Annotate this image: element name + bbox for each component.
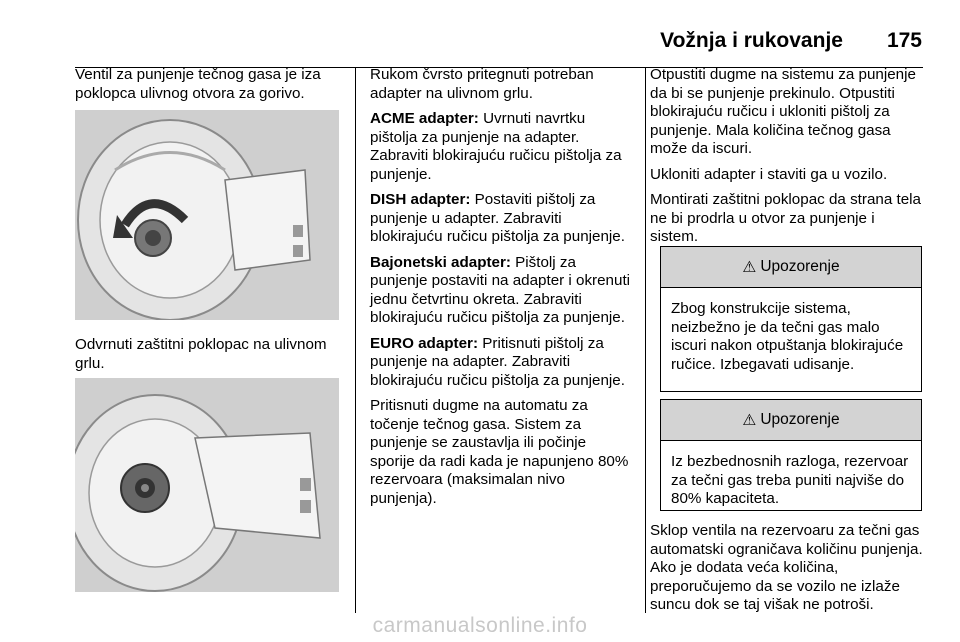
- bayonet-label: Bajonetski adapter:: [370, 253, 511, 271]
- fuel-flap-cap-image: [75, 110, 339, 320]
- column-1: [75, 66, 345, 110]
- euro-text: Pritisnuti pištolj za punjenje na adapter. Zabraviti blokirajuću ručicu pištolja za punjenje.: [370, 334, 625, 389]
- bayonet-paragraph: [370, 254, 635, 328]
- warning-text: Iz bezbednosnih razloga, rezervoar za tečni gas treba puniti najviše do 80% kapaciteta.: [671, 453, 909, 507]
- dish-label: DISH adapter:: [370, 191, 471, 208]
- column-divider-1: [355, 68, 356, 613]
- adapter-intro: Rukom čvrsto pritegnuti potreban adapter na ulivnom grlu.: [370, 66, 594, 102]
- warning-header: [661, 400, 921, 441]
- release-paragraph: Otpustiti dugme na sistemu za punjenje da bi se punjenje prekinulo. Otpustiti blokirajuću ručicu i ukloniti pištolj za punjenje. Mala količina tečnog gasa može da iscuri.: [650, 66, 916, 157]
- watermark: carmanualsonline.info: [372, 614, 588, 637]
- warning-title: Upozorenje: [760, 258, 840, 275]
- dish-text: Postaviti pištolj za punjenje u adapter. Zabraviti blokirajuću ručicu pištolja za punjenje.: [370, 191, 625, 245]
- dish-paragraph: [370, 191, 635, 247]
- acme-text: Uvrnuti navrtku pištolja za punjenje na adapter. Zabraviti blokirajuću ručicu pištolja za punjenje.: [370, 110, 622, 183]
- acme-paragraph: [370, 110, 635, 184]
- warning-box-2: [660, 399, 922, 511]
- warning-icon: ⚠: [742, 258, 757, 276]
- dispenser-paragraph: Pritisnuti dugme na automatu za točenje tečnog gasa. Sistem za punjenje se zaustavlja ili počinje sporije da radi kada je napunjeno 80% rezervoara (maksimalan nivo punjenja).: [370, 397, 629, 507]
- page-header: [660, 28, 922, 54]
- fuel-flap-adapter-image: [75, 378, 339, 592]
- remove-adapter-paragraph: Ukloniti adapter i staviti ga u vozilo.: [650, 165, 888, 183]
- valve-paragraph: Sklop ventila na rezervoaru za tečni gas automatski ograničava količinu punjenja. Ako je dodata veća količina, preporučujemo da se vozilo ne izlaže suncu dok se taj višak ne potroši.: [650, 522, 923, 613]
- warning-title: Upozorenje: [760, 411, 840, 428]
- acme-label: ACME adapter:: [370, 110, 479, 127]
- figure-caption: Odvrnuti zaštitni poklopac na ulivnom grlu.: [75, 336, 327, 372]
- column-3: [650, 66, 925, 254]
- warning-text: Zbog konstrukcije sistema, neizbežno je da tečni gas malo iscuri nakon otpuštanja blokirajuće ručice. Izbegavati udisanje.: [671, 300, 904, 373]
- section-title: Vožnja i rukovanje: [660, 29, 843, 52]
- page-number: 175: [886, 29, 922, 52]
- warning-box-1: [660, 246, 922, 392]
- cap-paragraph: Montirati zaštitni poklopac da strana tela ne bi prodrla u otvor za punjenje i sistem.: [650, 191, 921, 245]
- warning-icon: ⚠: [742, 411, 757, 429]
- column-divider-2: [645, 68, 646, 613]
- intro-paragraph: Ventil za punjenje tečnog gasa je iza poklopca ulivnog otvora za gorivo.: [75, 66, 321, 102]
- column-2: [370, 66, 635, 515]
- euro-label: EURO adapter:: [370, 334, 479, 352]
- euro-paragraph: [370, 335, 635, 391]
- bayonet-text: Pištolj za punjenje postaviti na adapter i okrenuti jednu četvrtinu okreta. Zabraviti blokirajuću ručicu pištolja za punjenje.: [370, 253, 631, 326]
- warning-header: [661, 247, 921, 288]
